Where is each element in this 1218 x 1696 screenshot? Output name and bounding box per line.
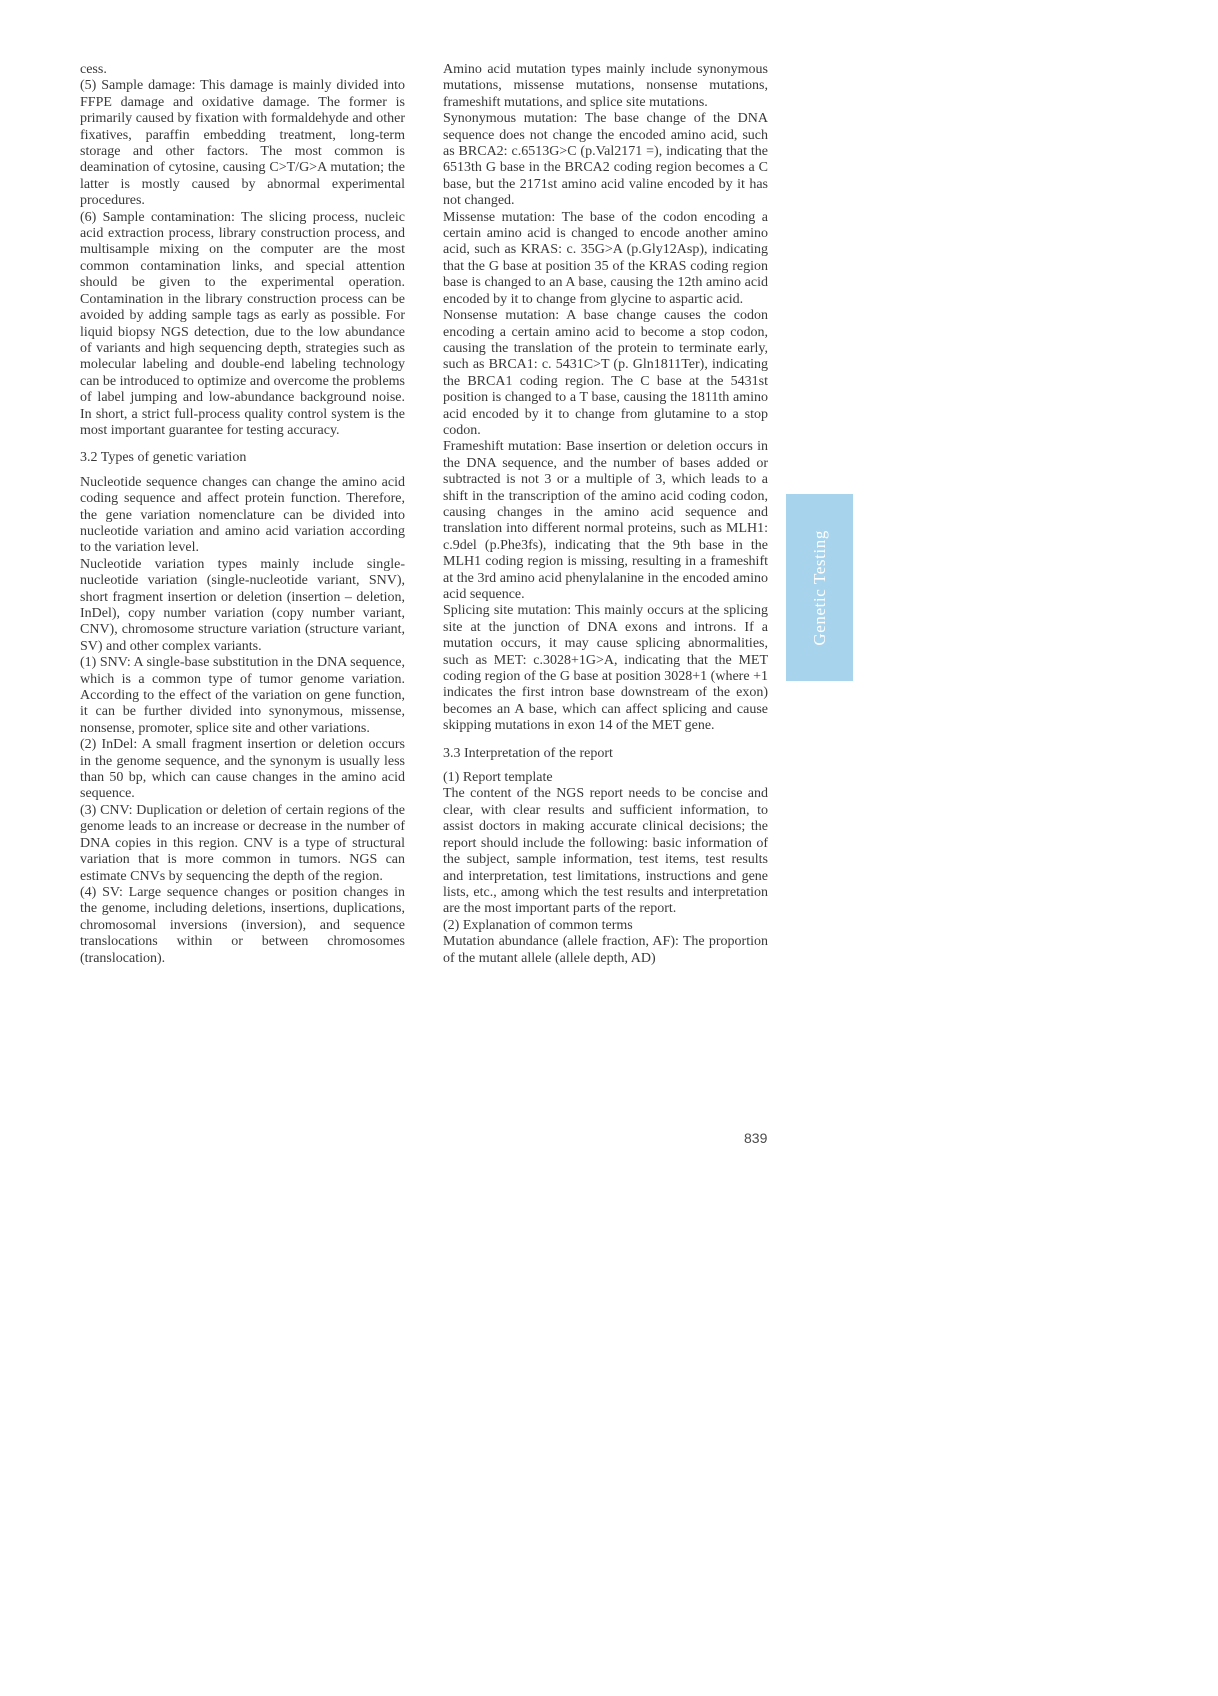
chapter-tab-label: Genetic Testing	[809, 529, 829, 646]
paragraph: Nucleotide variation types mainly include single-nucleotide variation (single-nucleotide variant, SNV), short fragment insertion or deletion (insertion – deletion, InDel), copy number variation (copy number variant, CNV), chromosome structure variation (structure variant, SV) and other complex variants.	[80, 556, 405, 654]
paragraph: (3) CNV: Duplication or deletion of certain regions of the genome leads to an increase or decrease in the number of DNA copies in this region. CNV is a type of structural variation that is more common in tumors. NGS can estimate CNVs by sequencing the depth of the region.	[80, 802, 405, 884]
paragraph: (2) InDel: A small fragment insertion or deletion occurs in the genome sequence, and the synonym is usually less than 50 bp, which can cause changes in the amino acid sequence.	[80, 737, 405, 802]
paragraph: (6) Sample contamination: The slicing process, nucleic acid extraction process, library construction process, and multisample mixing on the computer are the most common contamination links, and special attention should be given to the experimental operation. Contamination in the library construction process can be avoided by adding sample tags as early as possible. For liquid biopsy NGS detection, due to the low abundance of variants and high sequencing depth, strategies such as molecular labeling and double-end labeling technology can be introduced to optimize and overcome the problems of label jumping and low-abundance background noise. In short, a strict full-process quality control system is the most important guarantee for testing accuracy.	[80, 209, 406, 438]
paragraph: Splicing site mutation: This mainly occurs at the splicing site at the junction of DNA exons and introns. If a mutation occurs, it may cause splicing abnormalities, such as MET: c.3028+1G>A, indicating that the MET coding region of the G base at position 3028+1 (where +1 indicates the first intron base downstream of the exon) becomes an A base, which can affect splicing and cause skipping mutations in exon 14 of the MET gene.	[443, 603, 768, 734]
left-column	[80, 62, 405, 967]
page-number: 839	[744, 1130, 768, 1146]
paragraph: (5) Sample damage: This damage is mainly divided into FFPE damage and oxidative damage. The former is primarily caused by fixation with formaldehyde and other fixatives, paraffin embedding treatment, long-term storage and other factors. The most common is deamination of cytosine, causing C>T/G>A mutation; the latter is mostly caused by abnormal experimental procedures.	[80, 78, 405, 209]
paragraph: (1) Report template	[443, 770, 553, 786]
paragraph: cess.	[80, 62, 107, 77]
right-column	[443, 62, 768, 967]
paragraph: The content of the NGS report needs to be concise and clear, with clear results and sufficient information, to assist doctors in making accurate clinical decisions; the report should include the following: basic information of the subject, sample information, test items, test results and interpretation, test limitations, instructions and gene lists, etc., among which the test results and interpretation are the most important parts of the report.	[443, 786, 768, 917]
paragraph: Missense mutation: The base of the codon encoding a certain amino acid is changed to encode another amino acid, such as KRAS: c. 35G>A (p.Gly12Asp), indicating that the G base at position 35 of the KRAS coding region base is changed to an A base, causing the 12th amino acid encoded by it to change from glycine to aspartic acid.	[443, 209, 768, 307]
paragraph: Mutation abundance (allele fraction, AF): The proportion of the mutant allele (allele depth, AD)	[443, 934, 768, 966]
section-heading: 3.3 Interpretation of the report	[443, 745, 613, 761]
paragraph: Synonymous mutation: The base change of the DNA sequence does not change the encoded amino acid, such as BRCA2: c.6513G>C (p.Val2171 =), indicating that the 6513th G base in the BRCA2 coding region becomes a C base, but the 2171st amino acid valine encoded by it has not changed.	[443, 111, 768, 209]
paragraph: (4) SV: Large sequence changes or position changes in the genome, including deletions, insertions, duplications, chromosomal inversions (inversion), and sequence translocations within or between chromosomes (translocation).	[80, 884, 405, 966]
paragraph: Frameshift mutation: Base insertion or deletion occurs in the DNA sequence, and the number of bases added or subtracted is not 3 or a multiple of 3, which leads to a shift in the transcription of the amino acid coding codon, causing changes in the amino acid sequence and translation into different normal proteins, such as MLH1: c.9del (p.Phe3fs), indicating that the 9th base in the MLH1 coding region is missing, resulting in a frameshift at the 3rd amino acid phenylalanine in the encoded amino acid sequence.	[443, 439, 768, 602]
paragraph: (1) SNV: A single-base substitution in the DNA sequence, which is a common type of tumor genome variation. According to the effect of the variation on gene function, it can be further divided into synonymous, missense, nonsense, promoter, splice site and other variations.	[80, 655, 405, 736]
chapter-thumb-tab	[786, 494, 853, 681]
paragraph: Nonsense mutation: A base change causes the codon encoding a certain amino acid to become a stop codon, causing the translation of the protein to terminate early, such as BRCA1: c. 5431C>T (p. Gln1811Ter), indicating the BRCA1 coding region. The C base at the 5431st position is changed to a T base, causing the 1811th amino acid encoded by it to change from glutamine to a stop codon.	[443, 308, 768, 438]
paragraph: Nucleotide sequence changes can change the amino acid coding sequence and affect protein function. Therefore, the gene variation nomenclature can be divided into nucleotide variation and amino acid variation according to the variation level.	[80, 474, 405, 556]
paragraph: (2) Explanation of common terms	[443, 917, 633, 933]
paragraph: Amino acid mutation types mainly include synonymous mutations, missense mutations, nonsense mutations, frameshift mutations, and splice site mutations.	[443, 62, 768, 110]
section-heading: 3.2 Types of genetic variation	[80, 450, 247, 466]
